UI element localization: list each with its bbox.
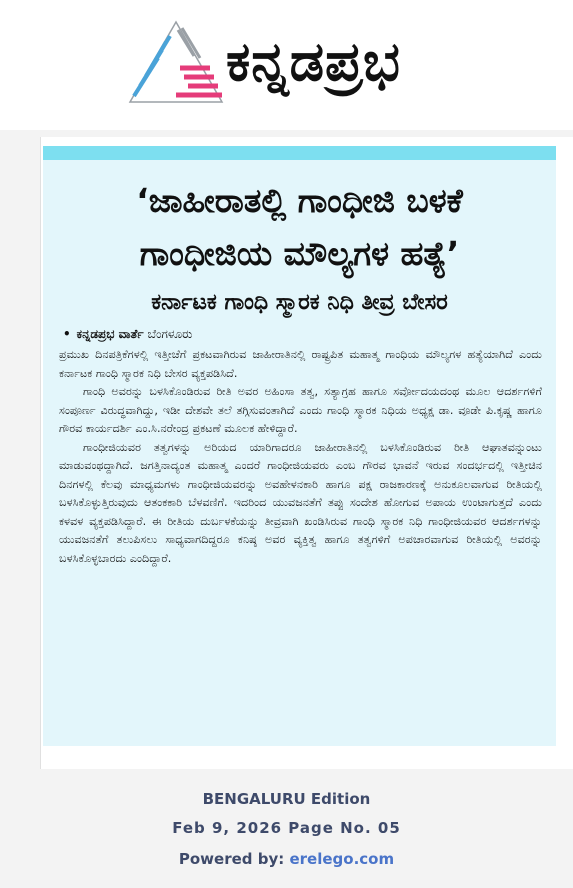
edition-label: BENGALURU Edition bbox=[202, 790, 371, 808]
date-page-label: Feb 9, 2026 Page No. 05 bbox=[172, 819, 401, 837]
byline-source: ಕನ್ನಡಪ್ರಭ ವಾರ್ತೆ bbox=[76, 327, 144, 341]
headline-line-1: ‘ಜಾಹೀರಾತಲ್ಲಿ ಗಾಂಧೀಜಿ ಬಳಕೆ bbox=[136, 181, 463, 220]
subheadline: ಕರ್ನಾಟಕ ಗಾಂಧಿ ಸ್ಮಾರಕ ನಿಧಿ ತೀವ್ರ ಬೇಸರ bbox=[151, 290, 448, 315]
powered-by-label: Powered by: bbox=[178, 850, 285, 868]
article-panel bbox=[43, 146, 556, 746]
headline-line-2: ಗಾಂಧೀಜಿಯ ಮೌಲ್ಯಗಳ ಹತ್ಯೆ’ bbox=[139, 234, 460, 273]
paragraph: ಪ್ರಮುಖ ದಿನಪತ್ರಿಕೆಗಳಲ್ಲಿ ಇತ್ತೀಚೆಗೆ ಪ್ರಕಟವಾಗಿರುವ ಜಾಹೀರಾತಿನಲ್ಲಿ ರಾಷ್ಟ್ರಪಿತ ಮಹಾತ್ಮ ಗಾಂಧಿಯ ಮೌಲ್ಯಗಳ ಹತ್ಯೆಯಾಗಿದೆ ಎಂದು ಕರ್ನಾಟಕ ಗಾಂಧಿ ಸ್ಮಾರಕ ನಿಧಿ ಬೇಸರ ವ್ಯಕ್ತಪಡಿಸಿದೆ. bbox=[59, 348, 542, 380]
article-body bbox=[59, 346, 542, 568]
bullet-icon: • bbox=[63, 327, 71, 341]
byline bbox=[63, 326, 556, 342]
byline-place: ಬೆಂಗಳೂರು bbox=[147, 327, 193, 341]
powered-by bbox=[0, 850, 573, 868]
powered-by-link[interactable]: erelego.com bbox=[289, 850, 395, 868]
headline bbox=[43, 174, 556, 280]
stacked-triangle-logo-icon bbox=[128, 20, 224, 104]
masthead bbox=[0, 0, 573, 130]
paragraph: ಗಾಂಧಿ ಅವರನ್ನು ಬಳಸಿಕೊಂಡಿರುವ ರೀತಿ ಅವರ ಅಹಿಂಸಾ ತತ್ವ, ಸತ್ಯಾಗ್ರಹ ಹಾಗೂ ಸರ್ವೋದಯದಂಥ ಮೂಲ ಆದರ್ಶಗಳಿಗೆ ಸಂಪೂರ್ಣ ವಿರುದ್ಧವಾಗಿದ್ದು, ಇಡೀ ದೇಶವೇ ತಲೆ ತಗ್ಗಿಸುವಂತಾಗಿದೆ ಎಂದು ಗಾಂಧಿ ಸ್ಮಾರಕ ನಿಧಿಯ ಅಧ್ಯಕ್ಷ ಡಾ. ವೂಡೇ ಪಿ.ಕೃಷ್ಣ ಹಾಗೂ ಗೌರವ ಕಾರ್ಯದರ್ಶಿ ಎಂ.ಸಿ.ನರೇಂದ್ರ ಪ್ರಕಟಣೆ ಮೂಲಕ ಹೇಳಿದ್ದಾರೆ. bbox=[59, 385, 542, 435]
paragraph: ಗಾಂಧೀಜಿಯವರ ತತ್ವಗಳನ್ನು ಅರಿಯದ ಯಾರಿಗಾದರೂ ಜಾಹೀರಾತಿನಲ್ಲಿ ಬಳಸಿಕೊಂಡಿರುವ ರೀತಿ ಆಘಾತವನ್ನುಂಟು ಮಾಡುವಂಥದ್ದಾಗಿದೆ. ಜಗತ್ತಿನಾದ್ಯಂತ ಮಹಾತ್ಮ ಎಂದರೆ ಗಾಂಧೀಜಿಯವರು ಎಂಬ ಗೌರವ ಭಾವನೆ ಇರುವ ಸಂದರ್ಭದಲ್ಲಿ ಇತ್ತೀಚಿನ ದಿನಗಳಲ್ಲಿ ಕೆಲವು ಮಾಧ್ಯಮಗಳು ಗಾಂಧೀಜಿಯವರನ್ನು ಅವಹೇಳನಕಾರಿ ಹಾಗೂ ಪಕ್ಷ ರಾಜಕಾರಣಕ್ಕೆ ಅನುಕೂಲವಾಗುವ ರೀತಿಯಲ್ಲಿ ಬಳಸಿಕೊಳ್ಳುತ್ತಿರುವುದು ಆತಂಕಕಾರಿ ಬೆಳವಣಿಗೆ. ಇದರಿಂದ ಯುವಜನತೆಗೆ ತಪ್ಪು ಸಂದೇಶ ಹೋಗುವ ಅಪಾಯ ಉಂಟಾಗುತ್ತದೆ ಎಂದು ಕಳವಳ ವ್ಯಕ್ತಪಡಿಸಿದ್ದಾರೆ. ಈ ರೀತಿಯ ದುರ್ಬಳಕೆಯನ್ನು ತೀವ್ರವಾಗಿ ಖಂಡಿಸಿರುವ ಗಾಂಧಿ ಸ್ಮಾರಕ ನಿಧಿ ಗಾಂಧೀಜಿಯವರ ಆದರ್ಶಗಳನ್ನು ಯುವಜನತೆಗೆ ತಲುಪಿಸಲು ಸಾಧ್ಯವಾಗದಿದ್ದರೂ ಕನಿಷ್ಠ ಅವರ ವ್ಯಕ್ತಿತ್ವ ಹಾಗೂ ತತ್ವಗಳಿಗೆ ಅಪಚಾರವಾಗುವ ರೀತಿಯಲ್ಲಿ ಅವರನ್ನು ಬಳಸಿಕೊಳ್ಳಬಾರದು ಎಂದಿದ್ದಾರೆ. bbox=[59, 440, 542, 565]
brand-name: ಕನ್ನಡಪ್ರಭ bbox=[226, 30, 401, 93]
